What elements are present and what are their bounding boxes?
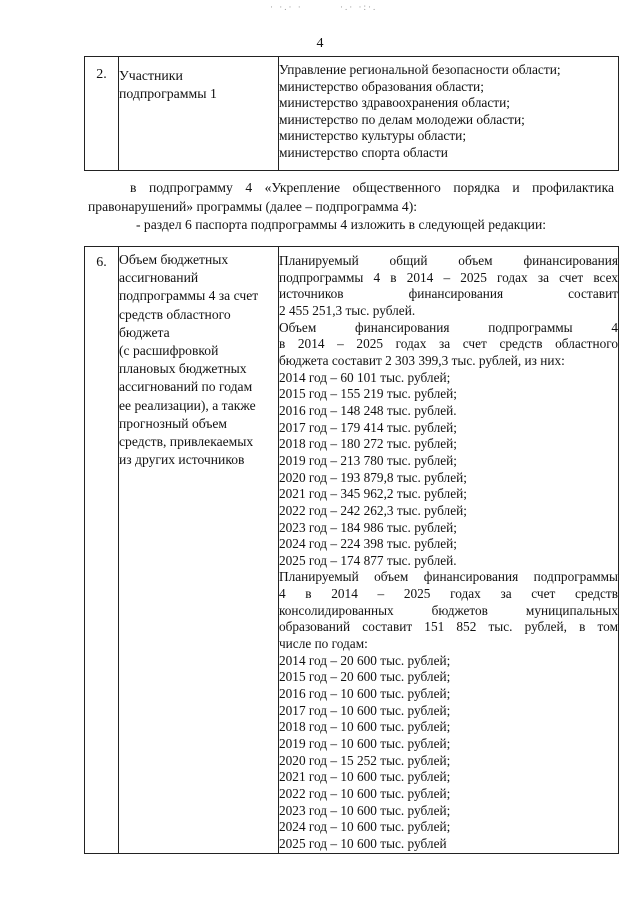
list-item: 2023 год – 184 986 тыс. рублей;	[279, 519, 457, 535]
row-value	[279, 247, 619, 854]
municipal-funding-line: 4 в 2014 – 2025 годах за счет средств	[279, 586, 618, 602]
list-item: министерство по делам молодежи области;	[279, 111, 525, 127]
scan-artifact: · ·.· ·	[270, 2, 303, 12]
participants-table	[84, 56, 619, 171]
intro-paragraph: в подпрограмму 4 «Укрепление общественного порядка и профилактика правонарушений» программы (далее – подпрограмма 4):	[88, 180, 614, 214]
total-funding-line: 2 455 251,3 тыс. рублей.	[279, 302, 416, 318]
list-item: 2023 год – 10 600 тыс. рублей;	[279, 802, 451, 818]
row-label: Участники подпрограммы 1	[119, 57, 279, 171]
regional-funding-line: в 2014 – 2025 годах за счет средств областного	[279, 336, 618, 352]
list-item: 2019 год – 10 600 тыс. рублей;	[279, 736, 451, 752]
total-funding-line: источников финансирования составит	[279, 286, 618, 302]
table-row	[85, 247, 619, 854]
list-item: Управление региональной безопасности области;	[279, 62, 561, 77]
list-item: 2025 год – 174 877 тыс. рублей.	[279, 552, 457, 568]
list-item: 2022 год – 10 600 тыс. рублей;	[279, 786, 451, 801]
list-item: 2018 год – 180 272 тыс. рублей;	[279, 436, 457, 452]
page-number: 4	[316, 36, 324, 51]
list-item: министерство культуры области;	[279, 128, 467, 144]
list-item: 2014 год – 60 101 тыс. рублей;	[279, 369, 451, 385]
list-item: министерство спорта области	[279, 144, 448, 160]
table-row	[85, 57, 619, 171]
list-item: 2022 год – 242 262,3 тыс. рублей;	[279, 502, 467, 518]
list-item: 2018 год – 10 600 тыс. рублей;	[279, 719, 451, 735]
list-item: 2016 год – 148 248 тыс. рублей.	[279, 402, 457, 418]
list-item: 2017 год – 10 600 тыс. рублей;	[279, 702, 451, 718]
list-item: 2021 год – 345 962,2 тыс. рублей;	[279, 486, 467, 502]
municipal-funding-line: числе по годам:	[279, 636, 368, 652]
list-item: 2016 год – 10 600 тыс. рублей;	[279, 686, 451, 702]
row-number: 2.	[85, 57, 119, 171]
list-item: 2015 год – 20 600 тыс. рублей;	[279, 669, 451, 685]
municipal-funding-line: Планируемый объем финансирования подпрограммы	[279, 569, 618, 585]
row-number: 6.	[85, 247, 119, 854]
list-item: 2019 год – 213 780 тыс. рублей;	[279, 452, 457, 468]
list-item: 2020 год – 193 879,8 тыс. рублей;	[279, 469, 467, 485]
list-item: 2024 год – 224 398 тыс. рублей;	[279, 536, 457, 552]
list-item: 2024 год – 10 600 тыс. рублей;	[279, 819, 451, 835]
list-item: 2025 год – 10 600 тыс. рублей	[279, 835, 447, 851]
scan-artifact: ·.· ·:·.	[340, 2, 378, 12]
municipal-funding-line: образований составит 151 852 тыс. рублей, в том	[279, 619, 618, 635]
list-item: 2014 год – 20 600 тыс. рублей;	[279, 652, 451, 668]
list-item: 2020 год – 15 252 тыс. рублей;	[279, 752, 451, 768]
row-label: Объем бюджетных ассигнований подпрограммы 4 за счет средств областного бюджета (с расшифровкой плановых бюджетных ассигнований по годам ее реализации), а также прогнозный объем средств, привлекаемых из других источников	[119, 247, 279, 854]
list-item: министерство здравоохранения области;	[279, 95, 511, 111]
row-value	[279, 57, 619, 171]
total-funding-line: Планируемый общий объем финансирования	[279, 253, 618, 268]
list-item: 2021 год – 10 600 тыс. рублей;	[279, 769, 451, 785]
municipal-funding-line: консолидированных бюджетов муниципальных	[279, 602, 618, 618]
list-item: 2015 год – 155 219 тыс. рублей;	[279, 386, 457, 402]
list-item: 2017 год – 179 414 тыс. рублей;	[279, 419, 457, 435]
list-item: министерство образования области;	[279, 78, 484, 94]
funding-table	[84, 246, 619, 854]
total-funding-line: подпрограммы 4 в 2014 – 2025 годах за счет всех	[279, 269, 618, 285]
regional-funding-line: бюджета составит 2 303 399,3 тыс. рублей, из них:	[279, 352, 565, 368]
amendment-text	[88, 179, 614, 235]
intro-bullet: - раздел 6 паспорта подпрограммы 4 изложить в следующей редакции:	[136, 217, 547, 232]
regional-funding-line: Объем финансирования подпрограммы 4	[279, 319, 618, 335]
